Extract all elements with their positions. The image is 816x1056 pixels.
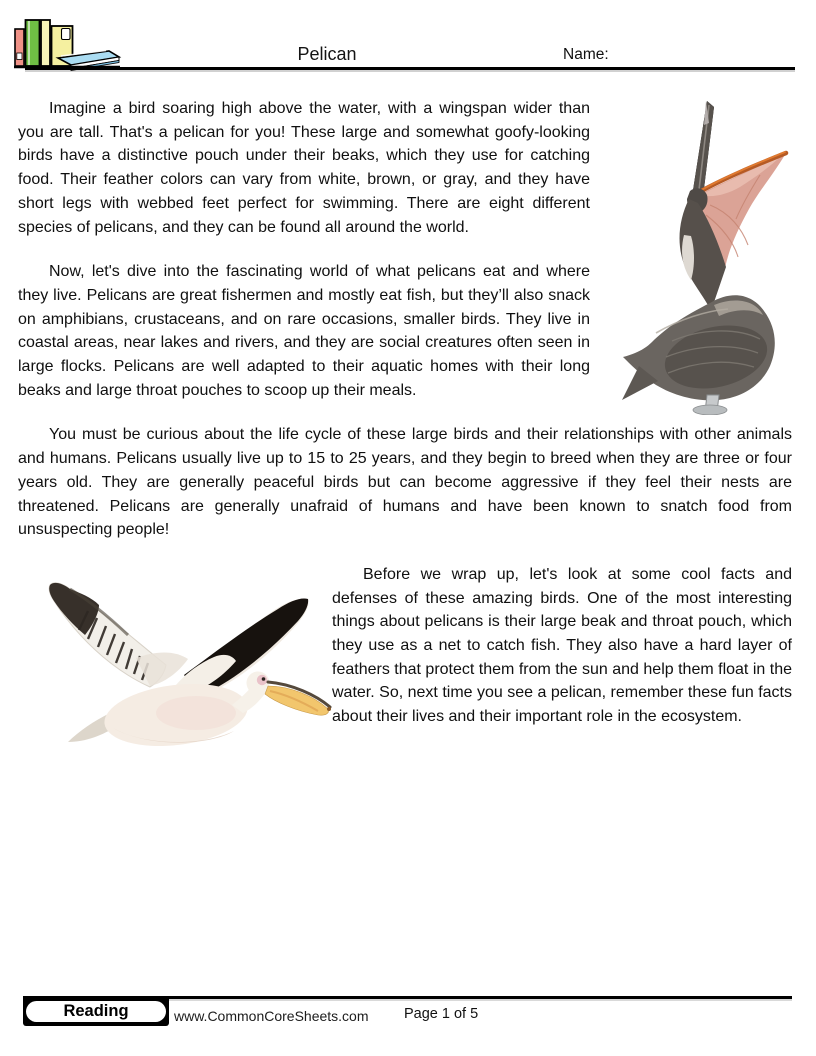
- passage-paragraph-4: Before we wrap up, let's look at some cool facts and defenses of these amazing birds. One of the most interesting things about pelicans is their large beak and throat pouch, which they use as a net to catch fish. They also have a hard layer of feathers that protect them from the sun and help them float in the water. So, next time you see a pelican, remember these fun facts about their lives and their important role in the ecosystem.: [332, 565, 792, 726]
- flying-pelican-photo: [18, 563, 332, 775]
- page-title: Pelican: [297, 44, 357, 64]
- passage-block-bottom: [18, 563, 792, 779]
- passage: [18, 70, 792, 779]
- passage-paragraph-1: Imagine a bird soaring high above the water, with a wingspan wider than you are tall. That's a pelican for you! These large and somewhat goofy-looking birds have a distinctive pouch under their beaks, which they use for catching food. Their feather colors can vary from white, brown, or gray, and they have short legs with webbed feet perfect for swimming. There are eight different species of pelicans, and they can be found all around the world.: [18, 100, 590, 236]
- category-badge-label: Reading: [26, 1001, 166, 1022]
- website-text: www.CommonCoreSheets.com: [174, 1008, 369, 1024]
- standing-pelican-photo: [596, 95, 792, 415]
- passage-paragraph-2: Now, let's dive into the fascinating world of what pelicans eat and where they live. Pelicans are great fishermen and mostly eat fish, but they’ll also snack on amphibians, crustaceans, and on rare occasions, smaller birds. They live in coastal areas, near lakes and rivers, and they are social creatures often seen in large flocks. Pelicans are well adapted to their aquatic homes with their long beaks and large throat pouches to scoop up their meals.: [18, 263, 590, 399]
- passage-paragraph-3: You must be curious about the life cycle of these large birds and their relationships with other animals and humans. Pelicans usually live up to 15 to 25 years, and they begin to breed when they are three or four years old. They are generally peaceful birds but can become aggressive if they feel their nests are threatened. Pelicans are generally unafraid of humans and have been known to snatch food from unsuspecting people!: [18, 426, 792, 539]
- category-badge: [23, 998, 169, 1026]
- name-label: Name:: [563, 46, 609, 63]
- page-number: Page 1 of 5: [404, 1006, 479, 1022]
- passage-block-top: [18, 97, 792, 423]
